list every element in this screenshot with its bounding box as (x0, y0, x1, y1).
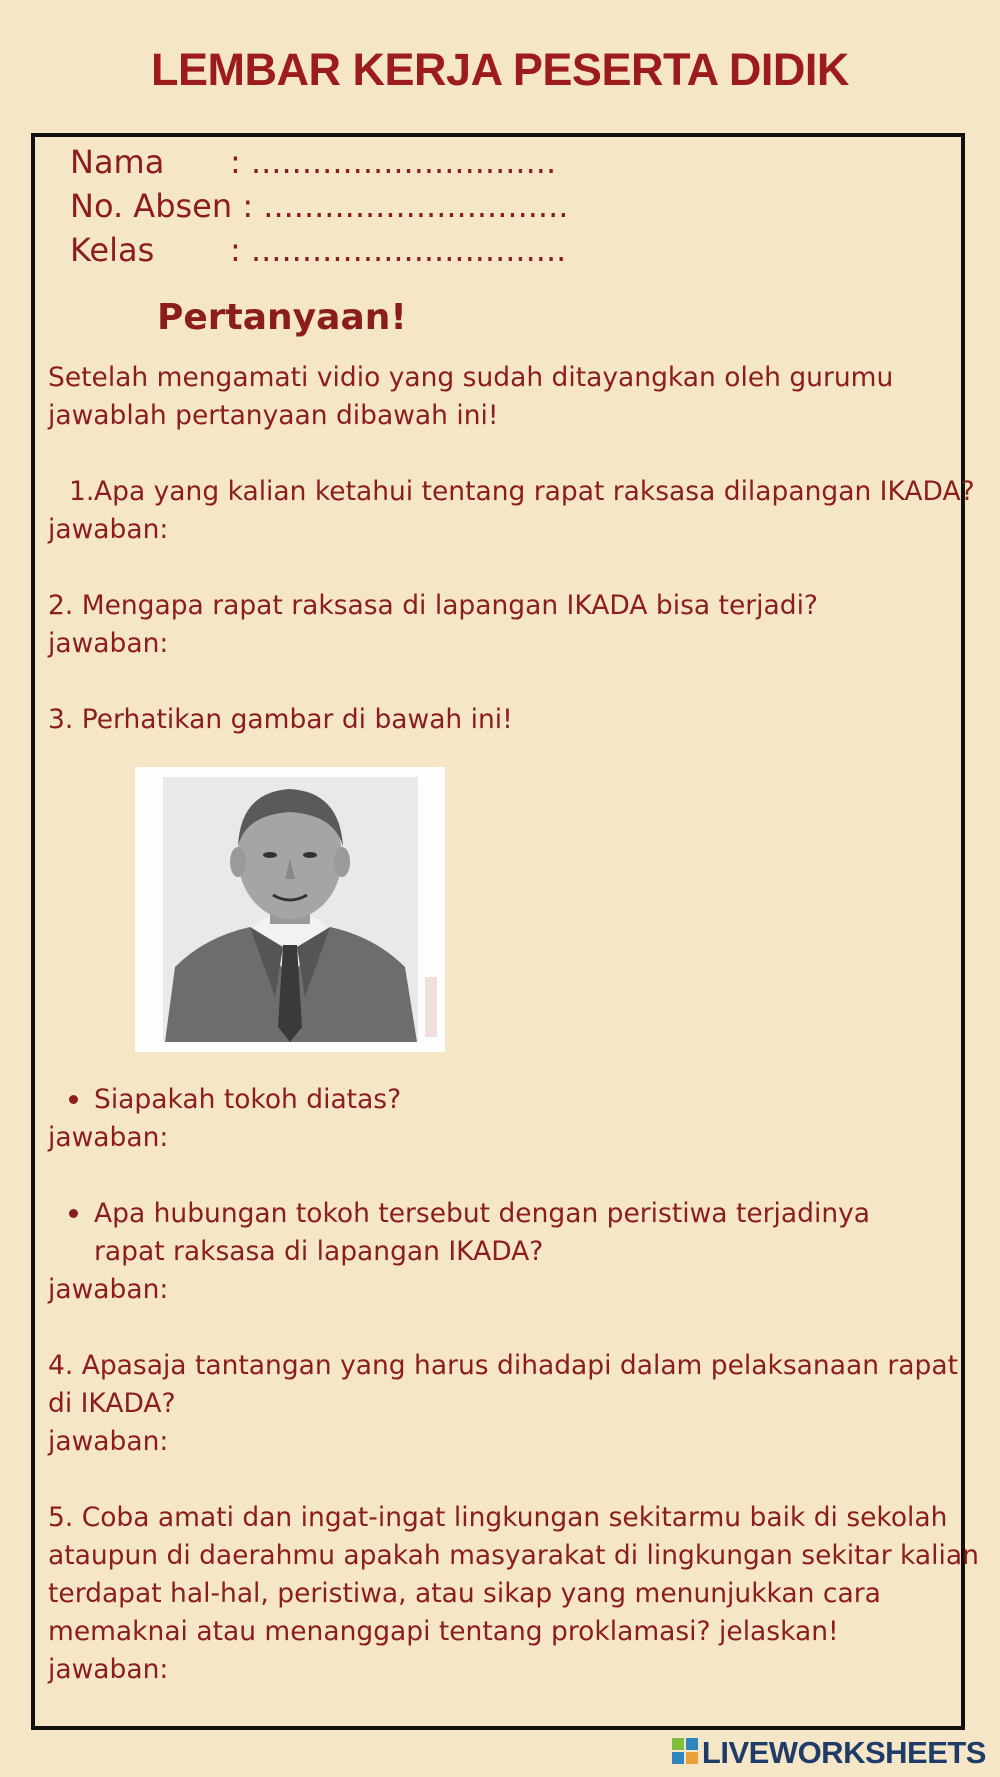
question-3b-line-2: rapat raksasa di lapangan IKADA? (94, 1236, 544, 1267)
answer-3a-label[interactable]: jawaban: (48, 1122, 169, 1153)
footer-brand[interactable] (672, 1735, 986, 1771)
answer-1-label[interactable]: jawaban: (48, 514, 169, 545)
brand-name: LIVEWORKSHEETS (701, 1735, 986, 1770)
name-label: Nama (70, 143, 165, 181)
answer-4-label[interactable]: jawaban: (48, 1426, 169, 1457)
bullet-dot (69, 1095, 78, 1104)
answer-2-label[interactable]: jawaban: (48, 628, 169, 659)
kelas-row (70, 231, 566, 269)
page-title: LEMBAR KERJA PESERTA DIDIK (151, 44, 849, 95)
question-3b-line-1: Apa hubungan tokoh tersebut dengan peristiwa terjadinya (94, 1198, 871, 1229)
answer-5-label[interactable]: jawaban: (48, 1654, 169, 1685)
name-row (70, 143, 556, 181)
liveworksheets-logo-icon (672, 1738, 698, 1768)
question-5-line-4: memaknai atau menanggapi tentang proklamasi? jelaskan! (48, 1616, 839, 1647)
portrait-photo-icon (135, 767, 445, 1052)
section-heading: Pertanyaan! (157, 297, 407, 338)
question-4-line-2: di IKADA? (48, 1388, 176, 1419)
absen-label: No. Absen (70, 187, 233, 225)
answer-3b-label[interactable]: jawaban: (48, 1274, 169, 1305)
bullet-dot (69, 1209, 78, 1218)
question-1-number: 1. (69, 476, 95, 507)
question-3-text: 3. Perhatikan gambar di bawah ini! (48, 704, 513, 735)
kelas-label: Kelas (70, 231, 155, 269)
absen-field[interactable]: : .............................. (242, 187, 569, 225)
intro-line-2: jawablah pertanyaan dibawah ini! (48, 400, 499, 431)
kelas-field[interactable]: : ............................... (230, 231, 567, 269)
question-5-line-2: ataupun di daerahmu apakah masyarakat di lingkungan sekitar kalian (48, 1540, 979, 1571)
question-4-line-1: 4. Apasaja tantangan yang harus dihadapi dalam pelaksanaan rapat (48, 1350, 958, 1381)
question-1-text: Apa yang kalian ketahui tentang rapat raksasa dilapangan IKADA? (94, 476, 975, 507)
intro-line-1: Setelah mengamati vidio yang sudah ditayangkan oleh gurumu (48, 362, 894, 393)
question-5-line-3: terdapat hal-hal, peristiwa, atau sikap yang menunjukkan cara (48, 1578, 881, 1609)
question-2-text: 2. Mengapa rapat raksasa di lapangan IKADA bisa terjadi? (48, 590, 819, 621)
absen-row (70, 187, 568, 225)
question-5-line-1: 5. Coba amati dan ingat-ingat lingkungan sekitarmu baik di sekolah (48, 1502, 948, 1533)
name-field[interactable]: : .............................. (230, 143, 557, 181)
question-3a-text: Siapakah tokoh diatas? (94, 1084, 402, 1115)
worksheet-frame (31, 133, 979, 1730)
